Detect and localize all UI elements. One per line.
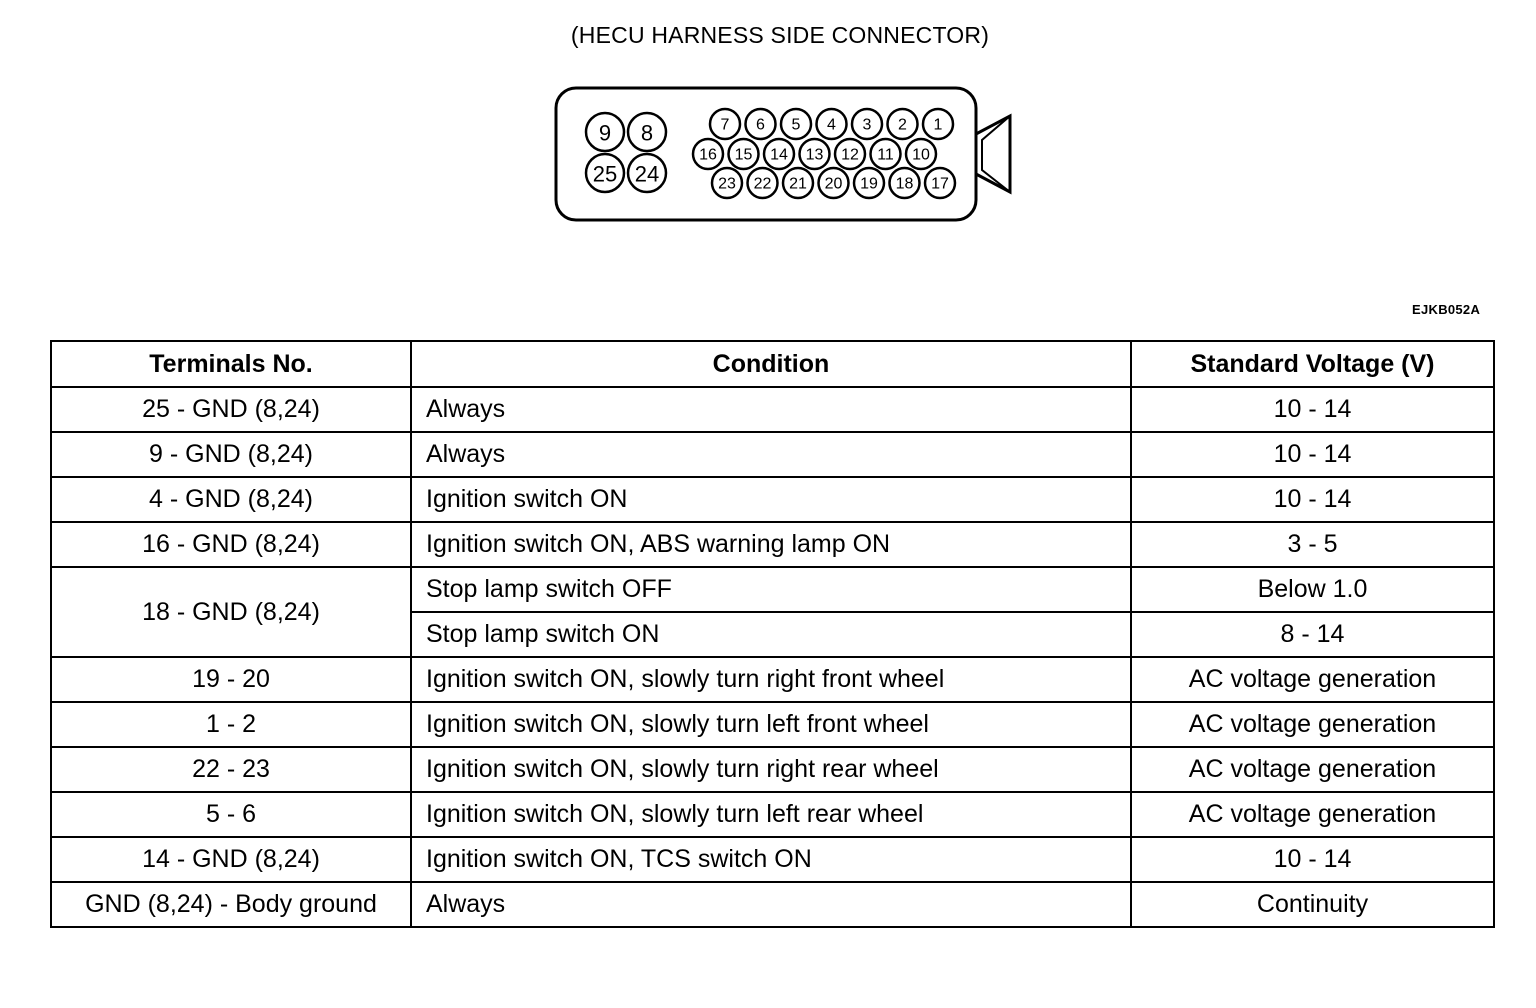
connector-pin-label: 11 (877, 146, 894, 164)
connector-pin-label: 7 (720, 116, 730, 134)
connector-pin-label: 9 (598, 120, 612, 146)
terminals-cell: GND (8,24) - Body ground (51, 882, 411, 927)
connector-pin-label: 21 (789, 175, 807, 193)
connector-pin-label: 5 (791, 116, 801, 134)
connector-pin-label: 3 (862, 116, 872, 134)
table-row (51, 882, 1494, 927)
header-condition: Condition (411, 341, 1131, 387)
voltage-spec-table (50, 340, 1495, 928)
condition-cell: Ignition switch ON, slowly turn left rear wheel (411, 792, 1131, 837)
voltage-cell: 10 - 14 (1131, 432, 1494, 477)
terminals-cell: 1 - 2 (51, 702, 411, 747)
condition-cell: Ignition switch ON, TCS switch ON (411, 837, 1131, 882)
connector-pin-label: 23 (718, 175, 736, 193)
terminals-cell: 16 - GND (8,24) (51, 522, 411, 567)
table-header-row (51, 341, 1494, 387)
hecu-connector-diagram (550, 82, 1020, 232)
condition-cell: Ignition switch ON, slowly turn right front wheel (411, 657, 1131, 702)
header-voltage: Standard Voltage (V) (1131, 341, 1494, 387)
table-row (51, 522, 1494, 567)
connector-pin-label: 4 (827, 116, 836, 134)
connector-pin-label: 2 (898, 116, 907, 134)
voltage-cell: AC voltage generation (1131, 747, 1494, 792)
voltage-cell: 10 - 14 (1131, 837, 1494, 882)
connector-pin-label: 22 (753, 175, 772, 193)
voltage-cell: AC voltage generation (1131, 792, 1494, 837)
voltage-cell: 3 - 5 (1131, 522, 1494, 567)
connector-pin-label: 8 (640, 120, 654, 146)
connector-pin-label: 24 (634, 161, 660, 187)
condition-cell: Always (411, 432, 1131, 477)
terminals-cell: 18 - GND (8,24) (51, 567, 411, 657)
condition-cell: Always (411, 882, 1131, 927)
table-row (51, 747, 1494, 792)
table-row (51, 792, 1494, 837)
terminals-cell: 19 - 20 (51, 657, 411, 702)
voltage-cell: AC voltage generation (1131, 657, 1494, 702)
voltage-cell: 10 - 14 (1131, 387, 1494, 432)
connector-pin-label: 19 (860, 175, 878, 193)
condition-cell: Always (411, 387, 1131, 432)
connector-pin-label: 13 (805, 146, 824, 164)
condition-cell: Stop lamp switch OFF (411, 567, 1131, 612)
connector-pin-label: 14 (770, 146, 788, 164)
connector-pin-label: 10 (912, 146, 930, 164)
connector-pin-label: 15 (734, 146, 753, 164)
condition-cell: Stop lamp switch ON (411, 612, 1131, 657)
voltage-cell: 8 - 14 (1131, 612, 1494, 657)
voltage-cell: 10 - 14 (1131, 477, 1494, 522)
terminals-cell: 5 - 6 (51, 792, 411, 837)
condition-cell: Ignition switch ON, slowly turn right rear wheel (411, 747, 1131, 792)
table-row (51, 837, 1494, 882)
terminals-cell: 22 - 23 (51, 747, 411, 792)
condition-cell: Ignition switch ON (411, 477, 1131, 522)
terminals-cell: 25 - GND (8,24) (51, 387, 411, 432)
voltage-cell: Below 1.0 (1131, 567, 1494, 612)
connector-pin-label: 6 (756, 116, 765, 134)
table-row (51, 477, 1494, 522)
connector-pin-label: 16 (699, 146, 717, 164)
voltage-cell: Continuity (1131, 882, 1494, 927)
table-row (51, 657, 1494, 702)
condition-cell: Ignition switch ON, slowly turn left front wheel (411, 702, 1131, 747)
connector-caption: (HECU HARNESS SIDE CONNECTOR) (570, 22, 990, 48)
voltage-cell: AC voltage generation (1131, 702, 1494, 747)
condition-cell: Ignition switch ON, ABS warning lamp ON (411, 522, 1131, 567)
connector-pin-label: 1 (933, 116, 943, 134)
connector-pin-label: 17 (931, 175, 949, 193)
terminals-cell: 9 - GND (8,24) (51, 432, 411, 477)
connector-pin-label: 25 (592, 161, 618, 187)
terminals-cell: 4 - GND (8,24) (51, 477, 411, 522)
connector-pin-label: 20 (824, 175, 843, 193)
figure-code: EJKB052A (1412, 302, 1481, 317)
connector-pin-label: 18 (895, 175, 914, 193)
table-row (51, 432, 1494, 477)
table-row (51, 702, 1494, 747)
table-row (51, 387, 1494, 432)
terminals-cell: 14 - GND (8,24) (51, 837, 411, 882)
table-row (51, 567, 1494, 612)
connector-pin-label: 12 (841, 146, 859, 164)
header-terminals: Terminals No. (51, 341, 411, 387)
